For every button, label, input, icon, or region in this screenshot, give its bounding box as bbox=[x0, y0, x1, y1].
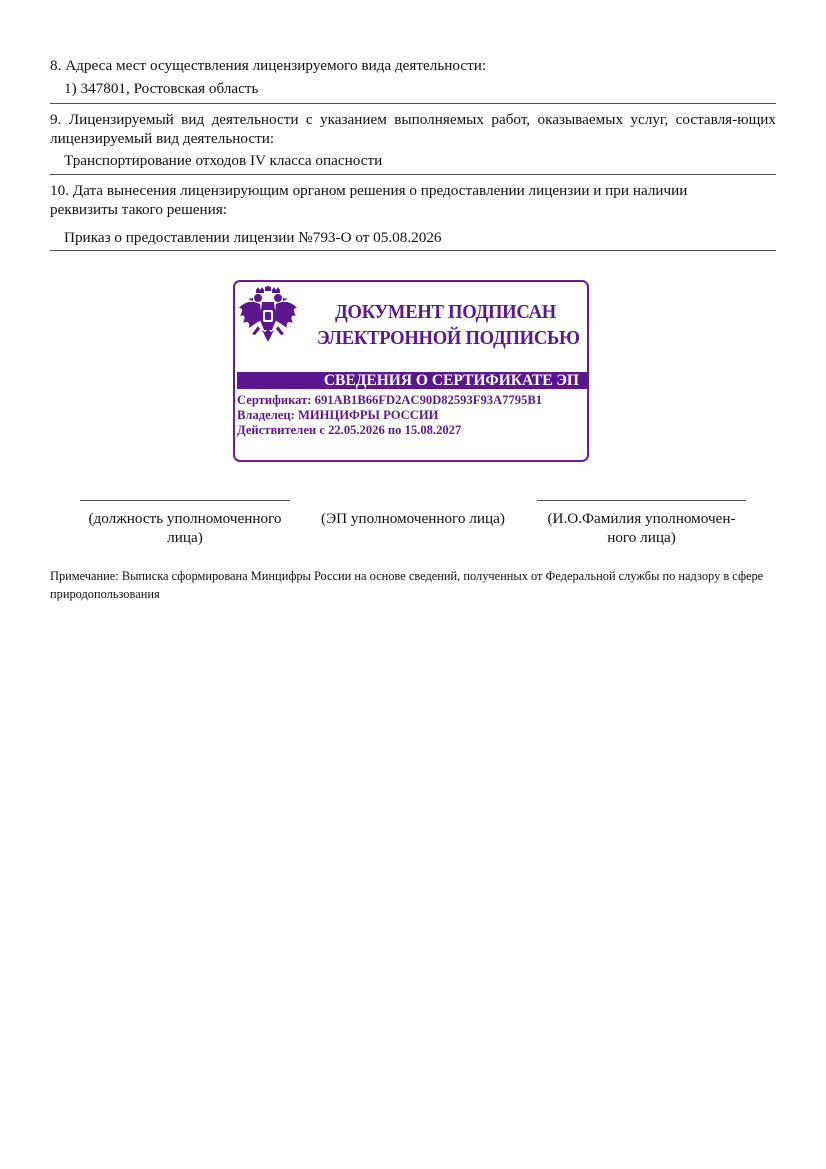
section-9-heading: 9. Лицензируемый вид деятельности с указанием выполняемых работ, оказываемых услуг, составля-ющих лицензируемый вид деятельности: bbox=[50, 111, 776, 147]
section-8-divider bbox=[50, 103, 776, 104]
stamp-owner: Владелец: МИНЦИФРЫ РОССИИ bbox=[237, 408, 439, 422]
footnote: Примечание: Выписка сформирована Минцифры России на основе сведений, полученных от Федеральной службы по надзору в сфере природопользования bbox=[50, 569, 764, 601]
section-9-value: Транспортирование отходов IV класса опасности bbox=[64, 152, 383, 169]
stamp-title-line1: ДОКУМЕНТ ПОДПИСАН bbox=[335, 301, 556, 323]
name-caption: (И.О.Фамилия уполномочен-ного лица) bbox=[547, 510, 736, 546]
position-caption: (должность уполномоченного лица) bbox=[88, 510, 282, 546]
section-8-value: 1) 347801, Ростовская область bbox=[64, 80, 259, 97]
section-10-heading: 10. Дата вынесения лицензирующим органом решения о предоставлении лицензии и при наличии реквизиты такого решения: bbox=[50, 182, 688, 218]
e-signature-stamp bbox=[233, 280, 589, 462]
signature-caption: (ЭП уполномоченного лица) bbox=[321, 510, 505, 527]
section-8-heading: 8. Адреса мест осуществления лицензируемого вида деятельности: bbox=[50, 57, 487, 74]
stamp-validity: Действителен с 22.05.2026 по 15.08.2027 bbox=[237, 423, 462, 437]
section-10-value: Приказ о предоставлении лицензии №793-О от 05.08.2026 bbox=[64, 229, 442, 246]
stamp-title-line2: ЭЛЕКТРОННОЙ ПОДПИСЬЮ bbox=[317, 327, 580, 349]
stamp-certificate-number: Сертификат: 691AB1B66FD2AC90D82593F93A7795B1 bbox=[237, 393, 543, 407]
section-9-divider bbox=[50, 174, 776, 175]
position-signature-line bbox=[80, 500, 290, 501]
double-headed-eagle-icon bbox=[238, 286, 298, 346]
name-signature-line bbox=[537, 500, 746, 501]
stamp-certificate-band: СВЕДЕНИЯ О СЕРТИФИКАТЕ ЭП bbox=[237, 372, 589, 389]
section-10-divider bbox=[50, 250, 776, 251]
